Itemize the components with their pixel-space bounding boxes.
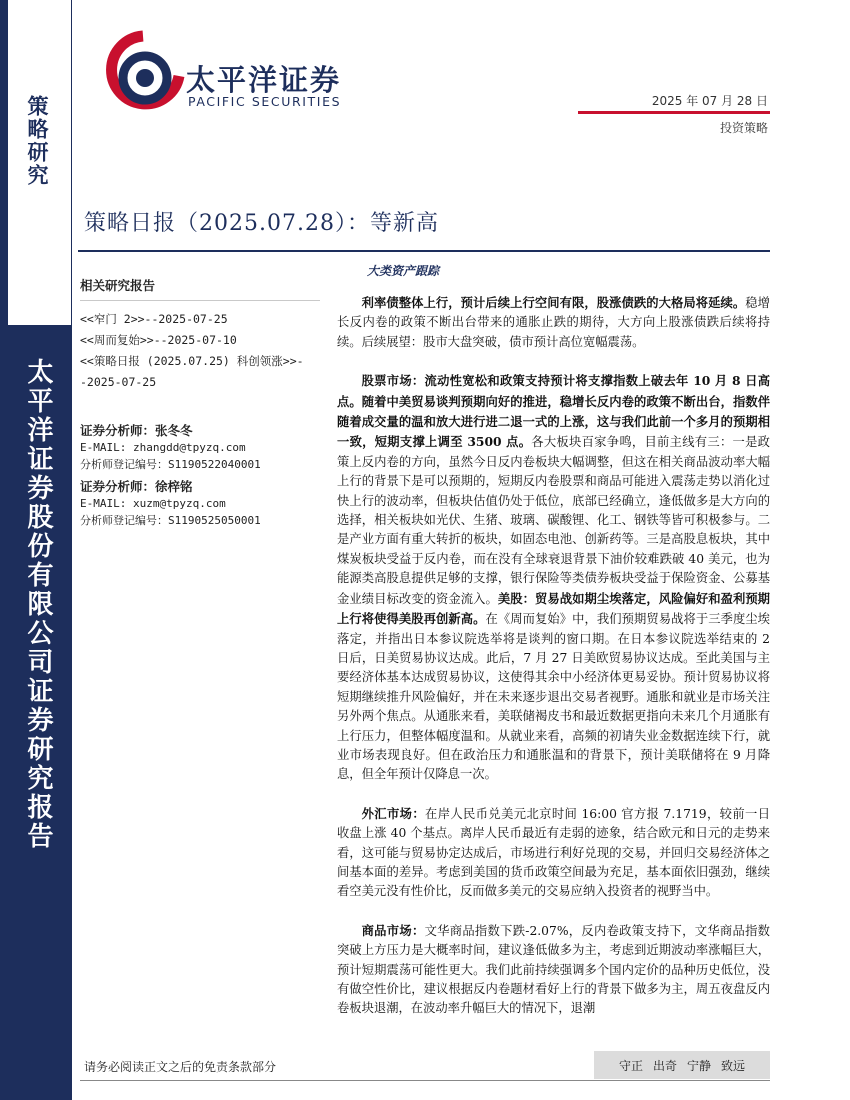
paragraph-lead: 外汇市场： xyxy=(361,805,426,821)
paragraph-lead-us: 美股：贸易战如期尘埃落定，风险偏好和盈利预期上行将使得美股再创新高。 xyxy=(337,590,770,627)
title-divider xyxy=(78,250,770,252)
report-type: 投资策略 xyxy=(719,121,768,135)
paragraph-equity xyxy=(337,371,770,785)
logo-en: PACIFIC SECURITIES xyxy=(188,94,342,109)
footer-disclaimer: 请务必阅读正文之后的免责条款部分 xyxy=(84,1060,277,1074)
related-report-link[interactable]: <<周而复始>>--2025-07-10 xyxy=(80,333,237,347)
analyst-registration: 分析师登记编号：S1190522040001 xyxy=(80,458,261,471)
analyst-name: 证券分析师：张冬冬 xyxy=(80,423,193,438)
paragraph-lead: 利率债整体上行，预计后续上行空间有限，股涨债跌的大格局将延续。 xyxy=(361,295,746,310)
analyst-name: 证券分析师：徐梓铭 xyxy=(80,479,193,494)
category-label: 策略研究 xyxy=(25,95,50,187)
paragraph-body: 稳增长反内卷的政策不断出台带来的通胀止跌的期待，大方向上股涨债跌后续将持续。后续展望：股市大盘突破，债市预计高位宽幅震荡。 xyxy=(337,296,770,349)
paragraph-fx xyxy=(337,804,770,902)
related-report-link[interactable]: <<窄门 2>>--2025-07-25 xyxy=(80,312,228,326)
paragraph-lead: 商品市场： xyxy=(361,922,425,938)
motto-word: 守正 xyxy=(618,1058,643,1073)
motto-word: 出奇 xyxy=(652,1058,677,1073)
paragraph-rates xyxy=(337,293,770,352)
paragraph-body: 在岸人民币兑美元北京时间 16:00 官方报 7.1719，较前一日收盘上涨 40 个基点。离岸人民币最近有走弱的迹象，结合欧元和日元的走势来看，这可能与贸易协定达成后，市场进行利好兑现的交易，并回归交易经济体之间基本面的差异。考虑到美国的货币政策空间最为充足，基本面依旧强劲，继续看空美元没有性价比，反而做多美元的交易应纳入投资者的视野当中。 xyxy=(337,806,770,899)
related-report-link[interactable]: <<策略日报 (2025.07.25) 科创领涨>>--2025-07-25 xyxy=(80,354,304,389)
paragraph-body: 文华商品指数下跌-2.07%，反内卷政策支持下，文华商品指数突破上方压力是大概率时间，建议逢低做多为主，考虑到近期波动率涨幅巨大，预计短期震荡可能性更大。我们此前持续强调多个国内定价的品种历史低位，没有做空性价比，建议根据反内卷题材看好上行的背景下做多为主，周五夜盘反内卷板块退潮，在波动率升幅巨大的情况下，退潮 xyxy=(337,923,770,1016)
report-date: 2025 年 07 月 28 日 xyxy=(651,94,768,108)
paragraph-lead: 股票市场：流动性宽松和政策支持预计将支撑指数上破去年 10 月 8 日高点。随着中美贸易谈判预期向好的推进，稳增长反内卷的政策不断出台，指数伴随着成交量的温和放大进行进二退一式的上涨，这与我们此前一个多月的预期相一致，短期支撑上调至 3500 点。 xyxy=(337,373,770,450)
section-heading: 大类资产跟踪 xyxy=(367,264,440,278)
paragraph-body-us: 在《周而复始》中，我们预期贸易战将于三季度尘埃落定，并指出日本参议院选举将是谈判的窗口期。在日本参议院选举结束的 2 日后，日美贸易协议达成。此后，7 月 27 日美欧贸易协议达成。至此美国与主要经济体基本达成贸易协议，这使得其余中小经济体更易妥协。预计贸易协议将短期继续推升风险偏好，并在未来逐步退出交易者视野。通胀和就业是市场关注另外两个焦点。从通胀来看，美联储褐皮书和最近数据更指向未来几个月通胀有上行压力，但整体幅度温和。从就业来看，高频的初请失业金数据连续下行，就业市场表现良好。但在政治压力和通胀温和的背景下，预计美联储将在 9 月降息，但全年预计仅降息一次。 xyxy=(337,612,770,782)
motto-word: 致远 xyxy=(721,1058,746,1073)
logo-icon xyxy=(95,20,185,120)
analyst-registration: 分析师登记编号：S1190525050001 xyxy=(80,514,261,527)
logo-cn: 太平洋证券 xyxy=(186,63,342,97)
firm-report-label: 太平洋证券股份有限公司证券研究报告 xyxy=(23,358,53,851)
header-accent-line xyxy=(578,111,770,114)
footer-rule xyxy=(80,1080,770,1081)
paragraph-body: 各大板块百家争鸣，目前主线有三：一是政策上反内卷的方向，虽然今日反内卷板块大幅调整，但这在相关商品波动率大幅上行的背景下是可以预期的，短期反内卷股票和商品可能进入震荡走势以消化过快上行的波动率，但板块估值仍处于低位，底部已经确立，逢低做多是大方向的选择，相关板块如光伏、生猪、玻璃、碳酸锂、化工、钢铁等皆可积极参与。二是产业方面有重大转折的板块，如固态电池、创新药等。三是高股息板块，其中煤炭板块受益于反内卷，而在没有全球衰退背景下油价较难跌破 40 美元，也为能源类高股息提供足够的支撑，银行保险等类债券板块受益于保险资金、公募基金业绩目标改变的资金流入。 xyxy=(337,435,770,606)
info-column xyxy=(80,276,320,529)
analyst-email[interactable]: E-MAIL: xuzm@tpyzq.com xyxy=(80,497,226,510)
analyst-email[interactable]: E-MAIL: zhangdd@tpyzq.com xyxy=(80,441,246,454)
motto-word: 宁静 xyxy=(687,1058,712,1073)
page-title: 策略日报（2025.07.28）：等新高 xyxy=(84,211,439,236)
main-content xyxy=(337,262,770,1038)
related-reports-heading: 相关研究报告 xyxy=(80,276,320,301)
paragraph-commodity xyxy=(337,921,770,1019)
sidebar-strip xyxy=(0,0,8,325)
footer-motto xyxy=(594,1051,770,1079)
